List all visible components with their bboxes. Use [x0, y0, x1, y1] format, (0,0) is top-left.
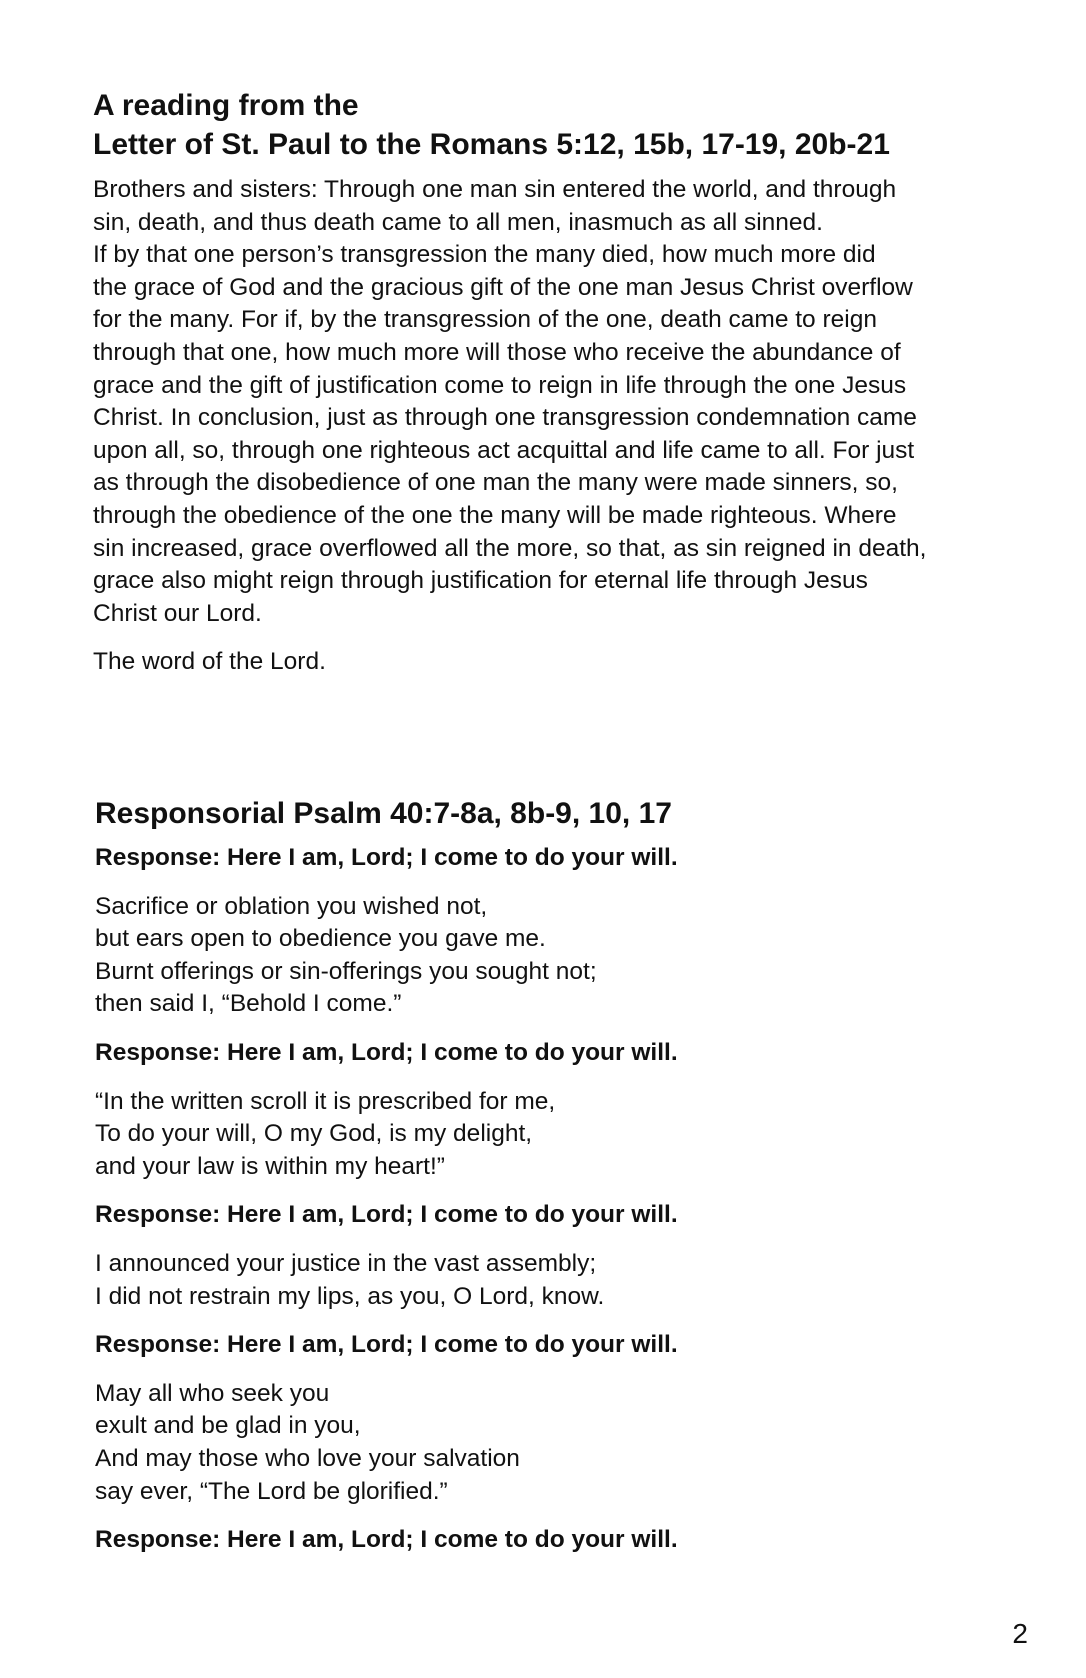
reading-line: through the obedience of the one the many will be made righteous. Where — [93, 501, 897, 529]
stanza-line: but ears open to obedience you gave me. — [95, 925, 546, 953]
stanza-line: I announced your justice in the vast assembly; — [95, 1249, 597, 1277]
page-number: 2 — [1012, 1618, 1028, 1649]
psalm-response: Response: Here I am, Lord; I come to do your will. — [95, 1331, 678, 1359]
stanza-line: exult and be glad in you, — [95, 1412, 361, 1440]
stanza-line: To do your will, O my God, is my delight, — [95, 1120, 533, 1148]
psalm-response: Response: Here I am, Lord; I come to do your will. — [95, 844, 678, 871]
stanza-line: Burnt offerings or sin-offerings you sought not; — [95, 957, 597, 985]
reading-line: for the many. For if, by the transgression of the one, death came to reign — [93, 306, 877, 334]
reading-section — [93, 86, 1013, 679]
stanza-line: and your law is within my heart!” — [95, 1152, 445, 1180]
stanza-line: “In the written scroll it is prescribed for me, — [95, 1087, 556, 1115]
psalm-stanza-4 — [95, 1378, 995, 1508]
stanza-line: And may those who love your salvation — [95, 1444, 520, 1472]
reading-title — [93, 86, 1013, 164]
psalm-title: Responsorial Psalm 40:7-8a, 8b-9, 10, 17 — [95, 797, 672, 830]
reading-closing: The word of the Lord. — [93, 648, 326, 676]
reading-line: upon all, so, through one righteous act acquittal and life came to all. For just — [93, 436, 915, 464]
stanza-line: May all who seek you — [95, 1379, 330, 1407]
reading-line: the grace of God and the gracious gift of the one man Jesus Christ overflow — [93, 273, 913, 301]
reading-text — [93, 174, 1013, 630]
reading-title-line1: A reading from the — [93, 89, 359, 122]
reading-line: Brothers and sisters: Through one man sin entered the world, and through — [93, 176, 897, 203]
reading-line: If by that one person’s transgression the many died, how much more did — [93, 241, 876, 269]
reading-line: Christ our Lord. — [93, 599, 262, 627]
stanza-line: then said I, “Behold I come.” — [95, 990, 402, 1018]
reading-line: grace and the gift of justification come to reign in life through the one Jesus — [93, 371, 907, 399]
reading-title-line2: Letter of St. Paul to the Romans 5:12, 15b, 17-19, 20b-21 — [93, 128, 890, 161]
psalm-stanza-1 — [95, 891, 995, 1021]
reading-line: as through the disobedience of one man the many were made sinners, so, — [93, 469, 898, 497]
psalm-response: Response: Here I am, Lord; I come to do your will. — [95, 1038, 678, 1066]
reading-line: sin increased, grace overflowed all the more, so that, as sin reigned in death, — [93, 534, 927, 562]
reading-line: sin, death, and thus death came to all men, inasmuch as all sinned. — [93, 208, 823, 236]
reading-line: grace also might reign through justification for eternal life through Jesus — [93, 567, 868, 595]
psalm-stanza-2 — [95, 1086, 995, 1184]
psalm-stanza-3 — [95, 1248, 995, 1313]
reading-line: Christ. In conclusion, just as through one transgression condemnation came — [93, 404, 917, 432]
psalm-response: Response: Here I am, Lord; I come to do your will. — [95, 1201, 678, 1229]
stanza-line: Sacrifice or oblation you wished not, — [95, 892, 488, 920]
reading-line: through that one, how much more will those who receive the abundance of — [93, 338, 901, 366]
psalm-section — [95, 794, 995, 1573]
stanza-line: say ever, “The Lord be glorified.” — [95, 1477, 448, 1505]
stanza-line: I did not restrain my lips, as you, O Lord, know. — [95, 1282, 605, 1310]
psalm-response: Response: Here I am, Lord; I come to do your will. — [95, 1526, 678, 1554]
